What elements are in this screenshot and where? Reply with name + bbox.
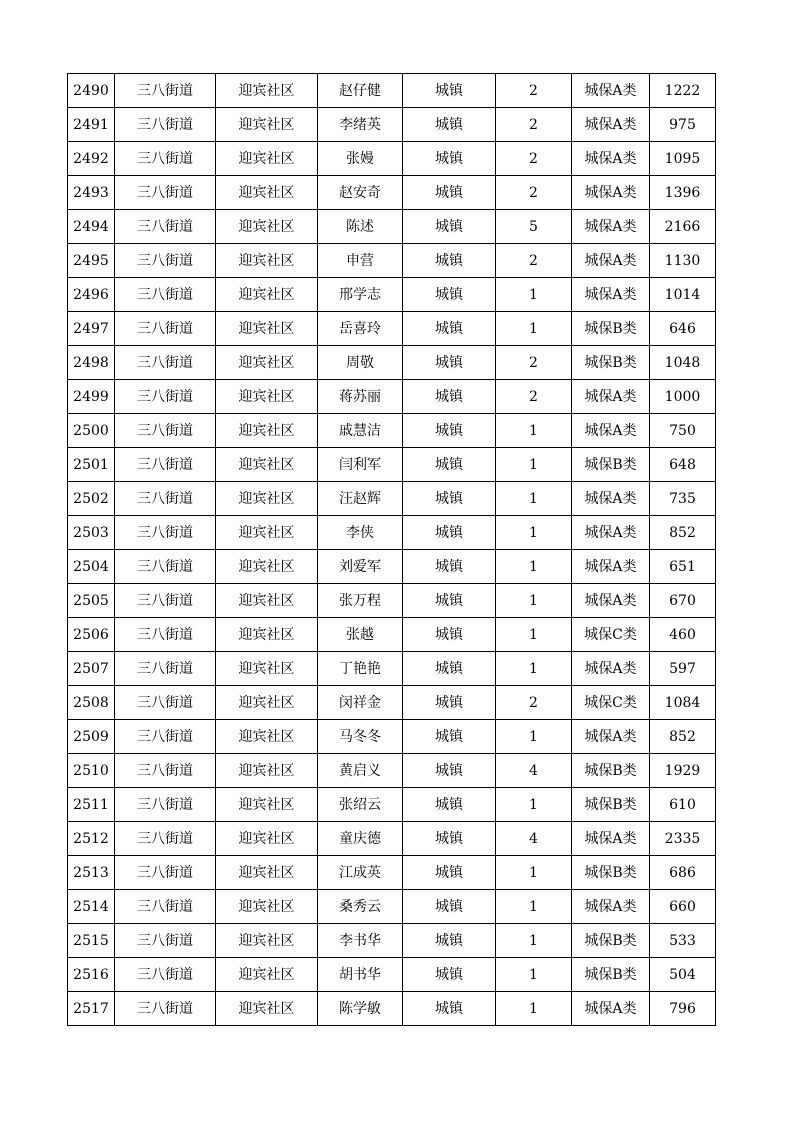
table-row xyxy=(68,142,716,176)
cell-street: 三八街道 xyxy=(115,448,216,482)
cell-household-size: 4 xyxy=(496,754,572,788)
cell-amount: 1222 xyxy=(650,74,716,108)
cell-street: 三八街道 xyxy=(115,516,216,550)
cell-community: 迎宾社区 xyxy=(216,924,318,958)
cell-amount: 1048 xyxy=(650,346,716,380)
cell-assistance-category: 城保B类 xyxy=(572,788,650,822)
cell-area-type: 城镇 xyxy=(403,924,496,958)
cell-street: 三八街道 xyxy=(115,414,216,448)
cell-household-size: 2 xyxy=(496,108,572,142)
cell-household-size: 1 xyxy=(496,788,572,822)
table-row xyxy=(68,244,716,278)
cell-assistance-category: 城保A类 xyxy=(572,992,650,1026)
table-row xyxy=(68,108,716,142)
cell-area-type: 城镇 xyxy=(403,414,496,448)
table-row xyxy=(68,210,716,244)
cell-serial-number: 2515 xyxy=(68,924,115,958)
cell-assistance-category: 城保A类 xyxy=(572,74,650,108)
cell-person-name: 马冬冬 xyxy=(318,720,403,754)
cell-street: 三八街道 xyxy=(115,210,216,244)
cell-amount: 1014 xyxy=(650,278,716,312)
cell-area-type: 城镇 xyxy=(403,686,496,720)
cell-community: 迎宾社区 xyxy=(216,686,318,720)
cell-household-size: 1 xyxy=(496,890,572,924)
cell-area-type: 城镇 xyxy=(403,992,496,1026)
cell-person-name: 刘爱军 xyxy=(318,550,403,584)
cell-person-name: 闵祥金 xyxy=(318,686,403,720)
cell-area-type: 城镇 xyxy=(403,584,496,618)
cell-person-name: 张嫚 xyxy=(318,142,403,176)
cell-household-size: 2 xyxy=(496,686,572,720)
cell-street: 三八街道 xyxy=(115,686,216,720)
cell-household-size: 2 xyxy=(496,346,572,380)
cell-household-size: 5 xyxy=(496,210,572,244)
cell-serial-number: 2501 xyxy=(68,448,115,482)
table-row xyxy=(68,380,716,414)
cell-assistance-category: 城保B类 xyxy=(572,346,650,380)
cell-serial-number: 2509 xyxy=(68,720,115,754)
cell-amount: 750 xyxy=(650,414,716,448)
cell-amount: 660 xyxy=(650,890,716,924)
table-row xyxy=(68,720,716,754)
cell-community: 迎宾社区 xyxy=(216,584,318,618)
cell-street: 三八街道 xyxy=(115,482,216,516)
cell-household-size: 1 xyxy=(496,992,572,1026)
cell-person-name: 邢学志 xyxy=(318,278,403,312)
cell-amount: 646 xyxy=(650,312,716,346)
table-row xyxy=(68,74,716,108)
cell-household-size: 1 xyxy=(496,618,572,652)
cell-assistance-category: 城保B类 xyxy=(572,924,650,958)
cell-serial-number: 2516 xyxy=(68,958,115,992)
table-row xyxy=(68,686,716,720)
cell-street: 三八街道 xyxy=(115,822,216,856)
cell-household-size: 1 xyxy=(496,652,572,686)
cell-serial-number: 2497 xyxy=(68,312,115,346)
cell-community: 迎宾社区 xyxy=(216,278,318,312)
cell-person-name: 赵仔健 xyxy=(318,74,403,108)
cell-person-name: 岳喜玲 xyxy=(318,312,403,346)
cell-assistance-category: 城保A类 xyxy=(572,822,650,856)
cell-serial-number: 2491 xyxy=(68,108,115,142)
cell-amount: 1084 xyxy=(650,686,716,720)
cell-street: 三八街道 xyxy=(115,924,216,958)
cell-amount: 975 xyxy=(650,108,716,142)
cell-household-size: 1 xyxy=(496,516,572,550)
cell-household-size: 2 xyxy=(496,74,572,108)
cell-amount: 597 xyxy=(650,652,716,686)
cell-street: 三八街道 xyxy=(115,584,216,618)
cell-community: 迎宾社区 xyxy=(216,312,318,346)
cell-area-type: 城镇 xyxy=(403,142,496,176)
cell-area-type: 城镇 xyxy=(403,856,496,890)
cell-street: 三八街道 xyxy=(115,652,216,686)
cell-household-size: 1 xyxy=(496,720,572,754)
table-row xyxy=(68,958,716,992)
cell-community: 迎宾社区 xyxy=(216,754,318,788)
cell-assistance-category: 城保A类 xyxy=(572,584,650,618)
cell-area-type: 城镇 xyxy=(403,890,496,924)
cell-area-type: 城镇 xyxy=(403,244,496,278)
cell-serial-number: 2511 xyxy=(68,788,115,822)
cell-community: 迎宾社区 xyxy=(216,482,318,516)
cell-area-type: 城镇 xyxy=(403,210,496,244)
cell-person-name: 赵安奇 xyxy=(318,176,403,210)
cell-assistance-category: 城保A类 xyxy=(572,176,650,210)
cell-serial-number: 2507 xyxy=(68,652,115,686)
cell-serial-number: 2500 xyxy=(68,414,115,448)
cell-household-size: 2 xyxy=(496,244,572,278)
cell-person-name: 童庆德 xyxy=(318,822,403,856)
cell-household-size: 1 xyxy=(496,482,572,516)
cell-person-name: 李绪英 xyxy=(318,108,403,142)
cell-assistance-category: 城保A类 xyxy=(572,482,650,516)
cell-serial-number: 2510 xyxy=(68,754,115,788)
table-row xyxy=(68,346,716,380)
cell-serial-number: 2514 xyxy=(68,890,115,924)
table-row xyxy=(68,754,716,788)
cell-street: 三八街道 xyxy=(115,890,216,924)
cell-serial-number: 2503 xyxy=(68,516,115,550)
cell-household-size: 1 xyxy=(496,550,572,584)
table-row xyxy=(68,414,716,448)
table-body xyxy=(68,74,716,1026)
cell-assistance-category: 城保A类 xyxy=(572,142,650,176)
cell-serial-number: 2499 xyxy=(68,380,115,414)
cell-amount: 610 xyxy=(650,788,716,822)
cell-street: 三八街道 xyxy=(115,788,216,822)
cell-household-size: 1 xyxy=(496,312,572,346)
cell-street: 三八街道 xyxy=(115,720,216,754)
table-row xyxy=(68,516,716,550)
cell-amount: 648 xyxy=(650,448,716,482)
cell-area-type: 城镇 xyxy=(403,788,496,822)
cell-serial-number: 2506 xyxy=(68,618,115,652)
cell-area-type: 城镇 xyxy=(403,176,496,210)
cell-area-type: 城镇 xyxy=(403,448,496,482)
cell-community: 迎宾社区 xyxy=(216,346,318,380)
table-row xyxy=(68,788,716,822)
cell-assistance-category: 城保A类 xyxy=(572,720,650,754)
cell-assistance-category: 城保A类 xyxy=(572,652,650,686)
cell-amount: 1130 xyxy=(650,244,716,278)
cell-community: 迎宾社区 xyxy=(216,720,318,754)
table-row xyxy=(68,448,716,482)
cell-area-type: 城镇 xyxy=(403,278,496,312)
cell-street: 三八街道 xyxy=(115,176,216,210)
cell-amount: 2335 xyxy=(650,822,716,856)
table-row xyxy=(68,856,716,890)
cell-assistance-category: 城保A类 xyxy=(572,414,650,448)
cell-person-name: 江成英 xyxy=(318,856,403,890)
table-row xyxy=(68,312,716,346)
table-row xyxy=(68,822,716,856)
table-row xyxy=(68,482,716,516)
cell-assistance-category: 城保B类 xyxy=(572,958,650,992)
cell-person-name: 戚慧洁 xyxy=(318,414,403,448)
cell-community: 迎宾社区 xyxy=(216,992,318,1026)
cell-community: 迎宾社区 xyxy=(216,210,318,244)
cell-household-size: 1 xyxy=(496,414,572,448)
cell-street: 三八街道 xyxy=(115,278,216,312)
cell-person-name: 张万程 xyxy=(318,584,403,618)
cell-serial-number: 2496 xyxy=(68,278,115,312)
cell-household-size: 4 xyxy=(496,822,572,856)
cell-community: 迎宾社区 xyxy=(216,414,318,448)
cell-street: 三八街道 xyxy=(115,244,216,278)
cell-household-size: 2 xyxy=(496,380,572,414)
cell-street: 三八街道 xyxy=(115,108,216,142)
cell-serial-number: 2492 xyxy=(68,142,115,176)
cell-community: 迎宾社区 xyxy=(216,856,318,890)
cell-assistance-category: 城保B类 xyxy=(572,448,650,482)
cell-community: 迎宾社区 xyxy=(216,142,318,176)
cell-amount: 670 xyxy=(650,584,716,618)
cell-serial-number: 2504 xyxy=(68,550,115,584)
cell-area-type: 城镇 xyxy=(403,720,496,754)
cell-person-name: 胡书华 xyxy=(318,958,403,992)
cell-person-name: 陈述 xyxy=(318,210,403,244)
cell-assistance-category: 城保A类 xyxy=(572,278,650,312)
cell-community: 迎宾社区 xyxy=(216,822,318,856)
table-row xyxy=(68,618,716,652)
cell-person-name: 汪赵辉 xyxy=(318,482,403,516)
cell-serial-number: 2494 xyxy=(68,210,115,244)
cell-community: 迎宾社区 xyxy=(216,550,318,584)
cell-person-name: 丁艳艳 xyxy=(318,652,403,686)
table-row xyxy=(68,278,716,312)
cell-person-name: 黄启义 xyxy=(318,754,403,788)
cell-area-type: 城镇 xyxy=(403,550,496,584)
cell-street: 三八街道 xyxy=(115,958,216,992)
cell-community: 迎宾社区 xyxy=(216,176,318,210)
cell-assistance-category: 城保A类 xyxy=(572,210,650,244)
cell-area-type: 城镇 xyxy=(403,822,496,856)
cell-amount: 686 xyxy=(650,856,716,890)
cell-assistance-category: 城保B类 xyxy=(572,856,650,890)
cell-street: 三八街道 xyxy=(115,618,216,652)
cell-household-size: 2 xyxy=(496,176,572,210)
cell-street: 三八街道 xyxy=(115,550,216,584)
cell-household-size: 1 xyxy=(496,856,572,890)
cell-community: 迎宾社区 xyxy=(216,244,318,278)
cell-assistance-category: 城保A类 xyxy=(572,550,650,584)
cell-amount: 796 xyxy=(650,992,716,1026)
cell-street: 三八街道 xyxy=(115,754,216,788)
cell-assistance-category: 城保A类 xyxy=(572,244,650,278)
cell-person-name: 周敬 xyxy=(318,346,403,380)
cell-area-type: 城镇 xyxy=(403,516,496,550)
cell-amount: 460 xyxy=(650,618,716,652)
cell-amount: 735 xyxy=(650,482,716,516)
cell-household-size: 2 xyxy=(496,142,572,176)
cell-serial-number: 2505 xyxy=(68,584,115,618)
cell-amount: 2166 xyxy=(650,210,716,244)
cell-community: 迎宾社区 xyxy=(216,74,318,108)
cell-household-size: 1 xyxy=(496,958,572,992)
cell-street: 三八街道 xyxy=(115,346,216,380)
cell-household-size: 1 xyxy=(496,448,572,482)
cell-household-size: 1 xyxy=(496,278,572,312)
cell-street: 三八街道 xyxy=(115,992,216,1026)
cell-community: 迎宾社区 xyxy=(216,958,318,992)
cell-person-name: 蒋苏丽 xyxy=(318,380,403,414)
cell-amount: 504 xyxy=(650,958,716,992)
cell-amount: 1396 xyxy=(650,176,716,210)
cell-community: 迎宾社区 xyxy=(216,890,318,924)
cell-household-size: 1 xyxy=(496,924,572,958)
cell-serial-number: 2517 xyxy=(68,992,115,1026)
table-row xyxy=(68,924,716,958)
cell-assistance-category: 城保C类 xyxy=(572,618,650,652)
cell-person-name: 张越 xyxy=(318,618,403,652)
table-row xyxy=(68,652,716,686)
cell-area-type: 城镇 xyxy=(403,652,496,686)
cell-serial-number: 2498 xyxy=(68,346,115,380)
cell-person-name: 李书华 xyxy=(318,924,403,958)
cell-area-type: 城镇 xyxy=(403,958,496,992)
cell-community: 迎宾社区 xyxy=(216,788,318,822)
cell-street: 三八街道 xyxy=(115,312,216,346)
cell-amount: 533 xyxy=(650,924,716,958)
table-row xyxy=(68,584,716,618)
cell-assistance-category: 城保C类 xyxy=(572,686,650,720)
table-row xyxy=(68,176,716,210)
cell-household-size: 1 xyxy=(496,584,572,618)
cell-person-name: 桑秀云 xyxy=(318,890,403,924)
cell-person-name: 闫利军 xyxy=(318,448,403,482)
cell-serial-number: 2502 xyxy=(68,482,115,516)
cell-community: 迎宾社区 xyxy=(216,448,318,482)
table-row xyxy=(68,890,716,924)
cell-amount: 1000 xyxy=(650,380,716,414)
cell-assistance-category: 城保B类 xyxy=(572,312,650,346)
cell-amount: 1929 xyxy=(650,754,716,788)
cell-amount: 651 xyxy=(650,550,716,584)
cell-amount: 1095 xyxy=(650,142,716,176)
cell-amount: 852 xyxy=(650,516,716,550)
assistance-roster-table-container xyxy=(67,73,716,1026)
cell-assistance-category: 城保A类 xyxy=(572,890,650,924)
cell-community: 迎宾社区 xyxy=(216,618,318,652)
cell-area-type: 城镇 xyxy=(403,618,496,652)
table-row xyxy=(68,550,716,584)
cell-area-type: 城镇 xyxy=(403,312,496,346)
cell-community: 迎宾社区 xyxy=(216,652,318,686)
cell-street: 三八街道 xyxy=(115,380,216,414)
cell-street: 三八街道 xyxy=(115,74,216,108)
cell-area-type: 城镇 xyxy=(403,754,496,788)
cell-serial-number: 2513 xyxy=(68,856,115,890)
cell-street: 三八街道 xyxy=(115,856,216,890)
cell-person-name: 张绍云 xyxy=(318,788,403,822)
cell-community: 迎宾社区 xyxy=(216,380,318,414)
cell-serial-number: 2495 xyxy=(68,244,115,278)
cell-area-type: 城镇 xyxy=(403,74,496,108)
cell-area-type: 城镇 xyxy=(403,482,496,516)
cell-area-type: 城镇 xyxy=(403,346,496,380)
cell-amount: 852 xyxy=(650,720,716,754)
cell-serial-number: 2512 xyxy=(68,822,115,856)
table-row xyxy=(68,992,716,1026)
cell-serial-number: 2493 xyxy=(68,176,115,210)
cell-community: 迎宾社区 xyxy=(216,108,318,142)
cell-person-name: 陈学敏 xyxy=(318,992,403,1026)
cell-area-type: 城镇 xyxy=(403,380,496,414)
cell-community: 迎宾社区 xyxy=(216,516,318,550)
cell-serial-number: 2490 xyxy=(68,74,115,108)
cell-area-type: 城镇 xyxy=(403,108,496,142)
cell-assistance-category: 城保A类 xyxy=(572,516,650,550)
cell-person-name: 李侠 xyxy=(318,516,403,550)
cell-assistance-category: 城保A类 xyxy=(572,380,650,414)
cell-serial-number: 2508 xyxy=(68,686,115,720)
cell-assistance-category: 城保B类 xyxy=(572,754,650,788)
cell-person-name: 申营 xyxy=(318,244,403,278)
cell-assistance-category: 城保A类 xyxy=(572,108,650,142)
cell-street: 三八街道 xyxy=(115,142,216,176)
assistance-roster-table xyxy=(67,73,716,1026)
